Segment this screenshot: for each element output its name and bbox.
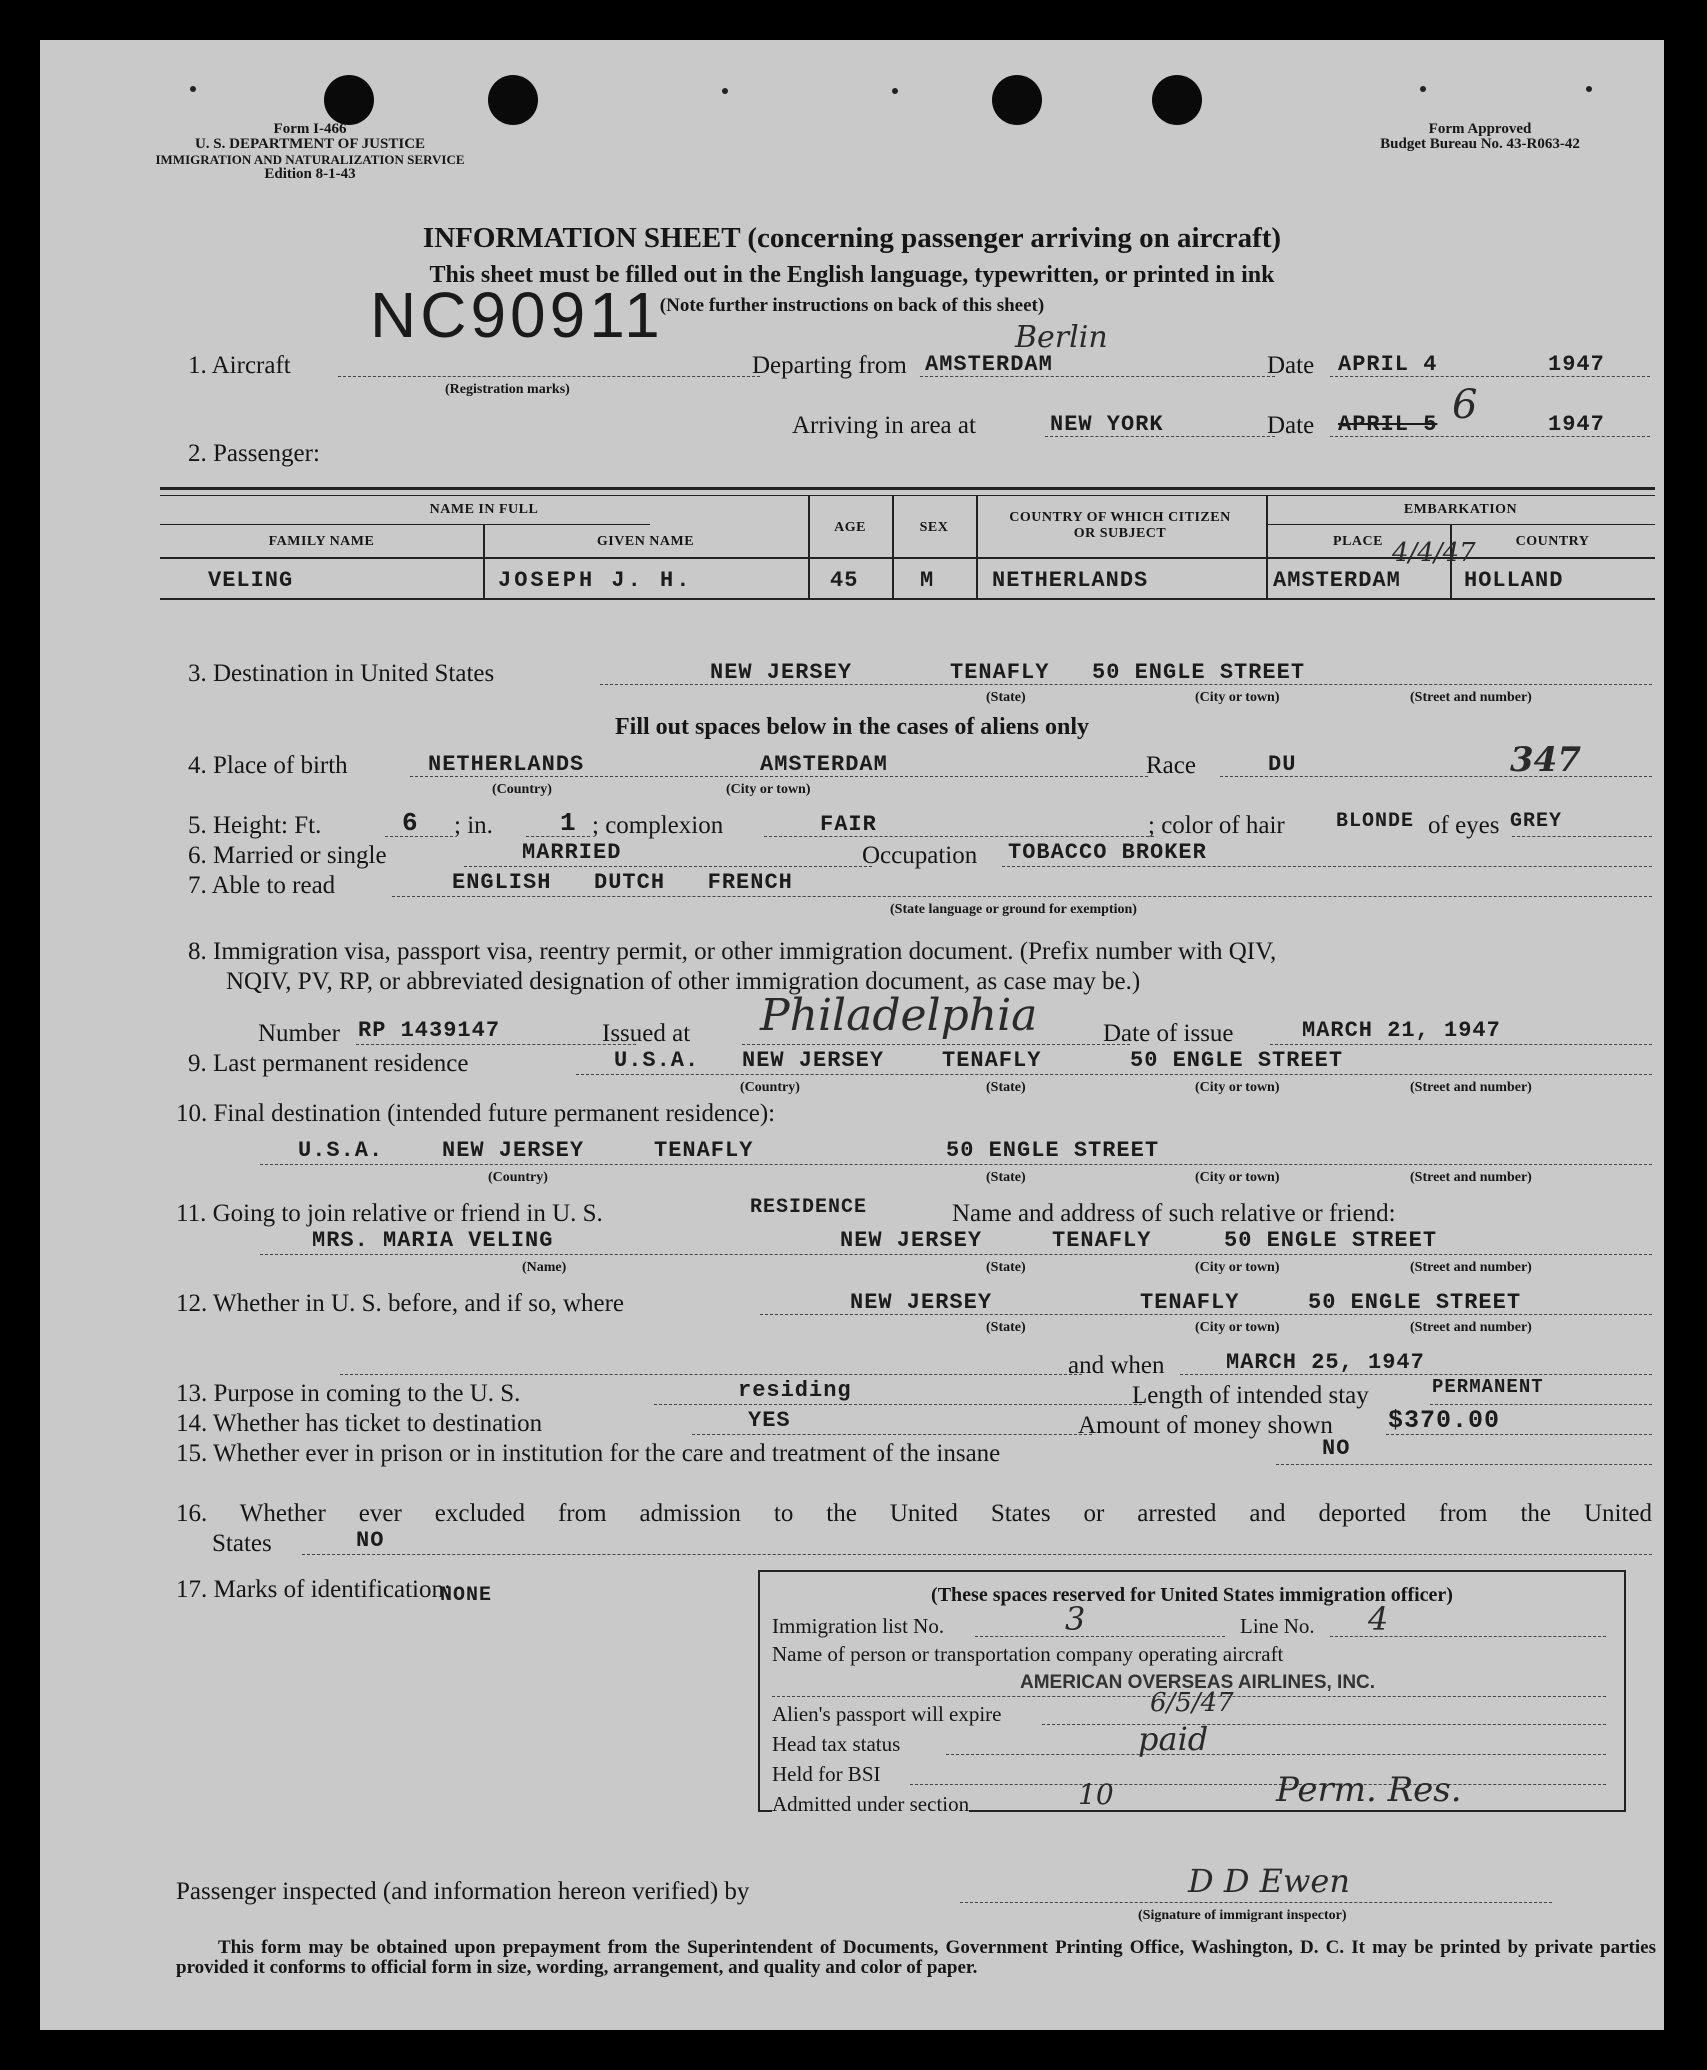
height-ft: 6 [402,808,419,838]
admitted-section-label: Admitted under section [772,1792,970,1816]
residence-country: U.S.A. [614,1048,700,1073]
final-destination-label: 10. Final destination (intended future permanent residence): [176,1100,776,1127]
sex-header: SEX [919,520,949,535]
punch-hole [488,75,538,125]
stay-line [1430,1404,1652,1405]
citizen-cell: NETHERLANDS [992,568,1149,593]
residence-city: TENAFLY [942,1048,1042,1073]
destination-city: TENAFLY [950,660,1050,685]
residence-city-caption: (City or town) [1195,1080,1280,1095]
birth-label: 4. Place of birth [188,752,348,779]
birth-country: NETHERLANDS [428,752,585,777]
arrive-date: APRIL 5 [1338,412,1438,437]
service: IMMIGRATION AND NATURALIZATION SERVICE [155,152,465,167]
visa-line2: NQIV, PV, RP, or abbreviated designation of other immigration document, as case may be.) [226,968,1141,995]
family-name-cell: VELING [208,568,294,593]
join-state: NEW JERSEY [840,1228,983,1253]
before-state-caption: (State) [986,1320,1026,1335]
punch-hole [992,75,1042,125]
head-tax-label: Head tax status [772,1732,901,1756]
immigration-list-line [975,1636,1225,1637]
age-header: AGE [834,520,866,535]
read-label: 7. Able to read [188,872,336,899]
occupation-line [1002,866,1652,867]
signature-caption: (Signature of immigrant inspector) [1138,1908,1347,1923]
final-city-caption: (City or town) [1195,1170,1280,1185]
residence-state: NEW JERSEY [742,1048,885,1073]
residence-line [576,1074,1652,1075]
prison-label: 15. Whether ever in prison or in institution for the care and treatment of the insane [176,1440,1001,1467]
passport-expire-line [1042,1724,1606,1725]
departing-handwritten: Berlin [1015,320,1108,355]
final-street-caption: (Street and number) [1410,1170,1532,1185]
join-label: 11. Going to join relative or friend in U. S. [176,1200,603,1227]
col-divider [892,496,894,598]
occupation-value: TOBACCO BROKER [1008,840,1207,865]
when-value: MARCH 25, 1947 [1226,1350,1425,1375]
arrive-year: 1947 [1548,412,1605,437]
final-city: TENAFLY [654,1138,754,1163]
complexion-value: FAIR [820,812,877,837]
residence-street-caption: (Street and number) [1410,1080,1532,1095]
admitted-section-note: Perm. Res. [1276,1770,1462,1810]
join-city: TENAFLY [1052,1228,1152,1253]
purpose-label: 13. Purpose in coming to the U. S. [176,1380,521,1407]
sex-cell: M [920,568,935,593]
given-name-header: GIVEN NAME [596,534,695,549]
hair-label: ; color of hair [1148,812,1285,839]
embark-country-cell: HOLLAND [1464,568,1564,593]
aliens-only-note: Fill out spaces below in the cases of aliens only [614,714,1089,740]
held-bsi-label: Held for BSI [772,1762,881,1786]
form-note: (Note further instructions on back of this sheet) [659,295,1045,316]
birth-city: AMSTERDAM [760,752,888,777]
form-number: Form I-466 [273,121,347,137]
arrive-date-handwritten: 6 [1452,382,1478,428]
hair-value: BLONDE [1336,810,1415,833]
form-sheet [40,40,1664,2030]
embark-place-header: PLACE [1333,534,1383,549]
ticket-value: YES [748,1408,791,1433]
arriving-label: Arriving in area at [792,412,976,439]
department: U. S. DEPARTMENT OF JUSTICE [194,136,426,152]
ticket-label: 14. Whether has ticket to destination [176,1410,543,1437]
marks-value: NONE [440,1584,493,1607]
before-line-2 [340,1374,1082,1375]
race-value: DU [1268,752,1297,777]
destination-state: NEW JERSEY [710,660,853,685]
col-divider [976,496,978,598]
depart-date-label: Date [1267,352,1315,379]
admitted-section-value: 10 [1078,1778,1114,1811]
birth-city-caption: (City or town) [726,782,811,797]
prison-line [1276,1464,1652,1465]
join-name-label: Name and address of such relative or friend: [952,1200,1396,1227]
speck [1586,86,1592,92]
issued-at-handwritten: Philadelphia [760,990,1038,1041]
visa-number-line [356,1044,636,1045]
ticket-line [692,1434,1092,1435]
budget-bureau: Budget Bureau No. 43-R063-42 [1380,136,1580,152]
speck [892,88,898,94]
depart-date: APRIL 4 [1338,352,1438,377]
join-line [260,1254,1652,1255]
arriving-value: NEW YORK [1050,412,1164,437]
given-name-cell: JOSEPH J. H. [498,568,693,593]
join-street-caption: (Street and number) [1410,1260,1532,1275]
destination-city-caption: (City or town) [1195,690,1280,705]
final-state-caption: (State) [986,1170,1026,1185]
company-label: Name of person or transportation company operating aircraft [772,1642,1284,1666]
edition: Edition 8-1-43 [264,166,356,182]
destination-street-caption: (Street and number) [1410,690,1532,705]
visa-line1: 8. Immigration visa, passport visa, reentry permit, or other immigration document. (Prefix number with QIV, [188,938,1277,965]
departing-label: Departing from [752,352,907,379]
name-header-rule [160,524,650,525]
residence-street: 50 ENGLE STREET [1130,1048,1344,1073]
before-label: 12. Whether in U. S. before, and if so, where [176,1290,625,1317]
race-handwritten: 347 [1510,740,1581,780]
speck [1420,86,1426,92]
height-in-label: ; in. [454,812,493,839]
form-subtitle: This sheet must be filled out in the English language, typewritten, or printed in ink [429,262,1275,288]
purpose-line [654,1404,1142,1405]
married-value: MARRIED [522,840,622,865]
age-cell: 45 [830,568,859,593]
final-street: 50 ENGLE STREET [946,1138,1160,1163]
height-in: 1 [560,808,577,838]
stay-label: Length of intended stay [1132,1382,1369,1409]
final-state: NEW JERSEY [442,1138,585,1163]
held-bsi-line [910,1784,1606,1785]
visa-number-label: Number [258,1020,340,1047]
final-destination-line [260,1164,1652,1165]
join-name: MRS. MARIA VELING [312,1228,554,1253]
form-approved: Form Approved [1428,121,1532,137]
complexion-label: ; complexion [592,812,724,839]
race-label: Race [1146,752,1196,779]
eyes-label: of eyes [1428,812,1500,839]
residence-label: 9. Last permanent residence [188,1050,469,1077]
table-top-rule-thin [160,495,1655,496]
married-line [464,866,872,867]
passenger-label: 2. Passenger: [188,440,320,467]
excluded-value: NO [356,1528,385,1553]
married-label: 6. Married or single [188,842,387,869]
aircraft-line [338,376,760,377]
signature-line [960,1902,1552,1903]
before-city-caption: (City or town) [1195,1320,1280,1335]
passport-expire-value: 6/5/47 [1150,1688,1234,1718]
before-city: TENAFLY [1140,1290,1240,1315]
before-street-caption: (Street and number) [1410,1320,1532,1335]
destination-state-caption: (State) [986,690,1026,705]
when-label: and when [1068,1352,1165,1379]
line-no-value: 4 [1368,1600,1389,1638]
officer-box-title: (These spaces reserved for United States immigration officer) [931,1584,1453,1606]
residence-state-caption: (State) [986,1080,1026,1095]
residence-country-caption: (Country) [740,1080,800,1095]
punch-hole [1152,75,1202,125]
eyes-value: GREY [1510,810,1563,833]
departing-value: AMSTERDAM [925,352,1053,377]
join-state-caption: (State) [986,1260,1026,1275]
col-divider [808,496,810,598]
registration-caption: (Registration marks) [445,382,570,397]
excluded-line1: 16. Whether ever excluded from admission to the United States or arrested and deported from the United [176,1500,1652,1527]
issued-at-line [742,1044,1130,1045]
excluded-line2: States [212,1530,272,1557]
table-bottom-rule [160,598,1655,600]
prison-value: NO [1322,1436,1351,1461]
date-of-issue-line [1270,1044,1652,1045]
read-caption: (State language or ground for exemption) [890,902,1137,917]
form-header-right [1330,122,1630,152]
occupation-label: Occupation [862,842,978,869]
marks-label: 17. Marks of identification: [176,1576,451,1603]
embark-header-rule [1266,524,1655,525]
embark-date-handwritten: 4/4/47 [1392,538,1476,568]
immigration-list-label: Immigration list No. [772,1614,945,1638]
passport-expire-label: Alien's passport will expire [772,1702,1002,1726]
name-in-full-header: NAME IN FULL [429,502,539,517]
form-title: INFORMATION SHEET (concerning passenger arriving on aircraft) [422,222,1282,254]
embark-country-header: COUNTRY [1515,534,1590,549]
date-of-issue: MARCH 21, 1947 [1302,1018,1501,1043]
arrive-date-label: Date [1267,412,1315,439]
money-value: $370.00 [1388,1406,1501,1435]
before-street: 50 ENGLE STREET [1308,1290,1522,1315]
stay-value: PERMANENT [1432,1376,1544,1398]
aircraft-label: 1. Aircraft [188,352,291,379]
head-tax-value: paid [1138,1720,1209,1758]
read-value: ENGLISH DUTCH FRENCH [452,870,793,895]
before-state: NEW JERSEY [850,1290,993,1315]
table-top-rule [160,487,1655,490]
embarkation-header: EMBARKATION [1403,502,1518,517]
inspector-signature: D D Ewen [1188,1862,1350,1900]
footer-note: This form may be obtained upon prepayment from the Superintendent of Documents, Government Printing Office, Washington, D. C. It may be printed by private parties provided it conforms to official form in size, wording, arrangement, and quality and color of paper. [176,1937,1656,1978]
visa-number: RP 1439147 [358,1018,501,1043]
immigration-list-value: 3 [1065,1600,1086,1638]
join-street: 50 ENGLE STREET [1224,1228,1438,1253]
inspected-label: Passenger inspected (and information hereon verified) by [176,1878,750,1905]
form-header-left [140,122,480,182]
punch-hole [324,75,374,125]
height-ft-line [385,836,453,837]
join-city-caption: (City or town) [1195,1260,1280,1275]
head-tax-line [946,1754,1606,1755]
depart-year: 1947 [1548,352,1605,377]
join-name-caption: (Name) [522,1260,567,1275]
citizenship-header: COUNTRY OF WHICH CITIZEN OR SUBJECT [1009,510,1231,541]
registration-stamp: NC90911 [370,279,664,351]
money-label: Amount of money shown [1078,1412,1333,1439]
height-in-line [526,836,590,837]
final-country: U.S.A. [298,1138,384,1163]
read-line [392,896,1652,897]
line-no-label: Line No. [1240,1614,1315,1638]
excluded-line [302,1554,1652,1555]
destination-street: 50 ENGLE STREET [1092,660,1306,685]
date-of-issue-label: Date of issue [1103,1020,1234,1047]
issued-at-label: Issued at [602,1020,691,1047]
embark-place-cell: AMSTERDAM [1273,568,1401,593]
destination-label: 3. Destination in United States [188,660,495,687]
family-name-header: FAMILY NAME [268,534,375,549]
height-label: 5. Height: Ft. [188,812,322,839]
join-value: RESIDENCE [750,1196,868,1219]
final-country-caption: (Country) [488,1170,548,1185]
company-value: AMERICAN OVERSEAS AIRLINES, INC. [1020,1672,1376,1693]
speck [722,88,728,94]
eyes-line [1512,836,1652,837]
speck [190,86,196,92]
purpose-value: residing [738,1378,852,1403]
birth-country-caption: (Country) [492,782,552,797]
